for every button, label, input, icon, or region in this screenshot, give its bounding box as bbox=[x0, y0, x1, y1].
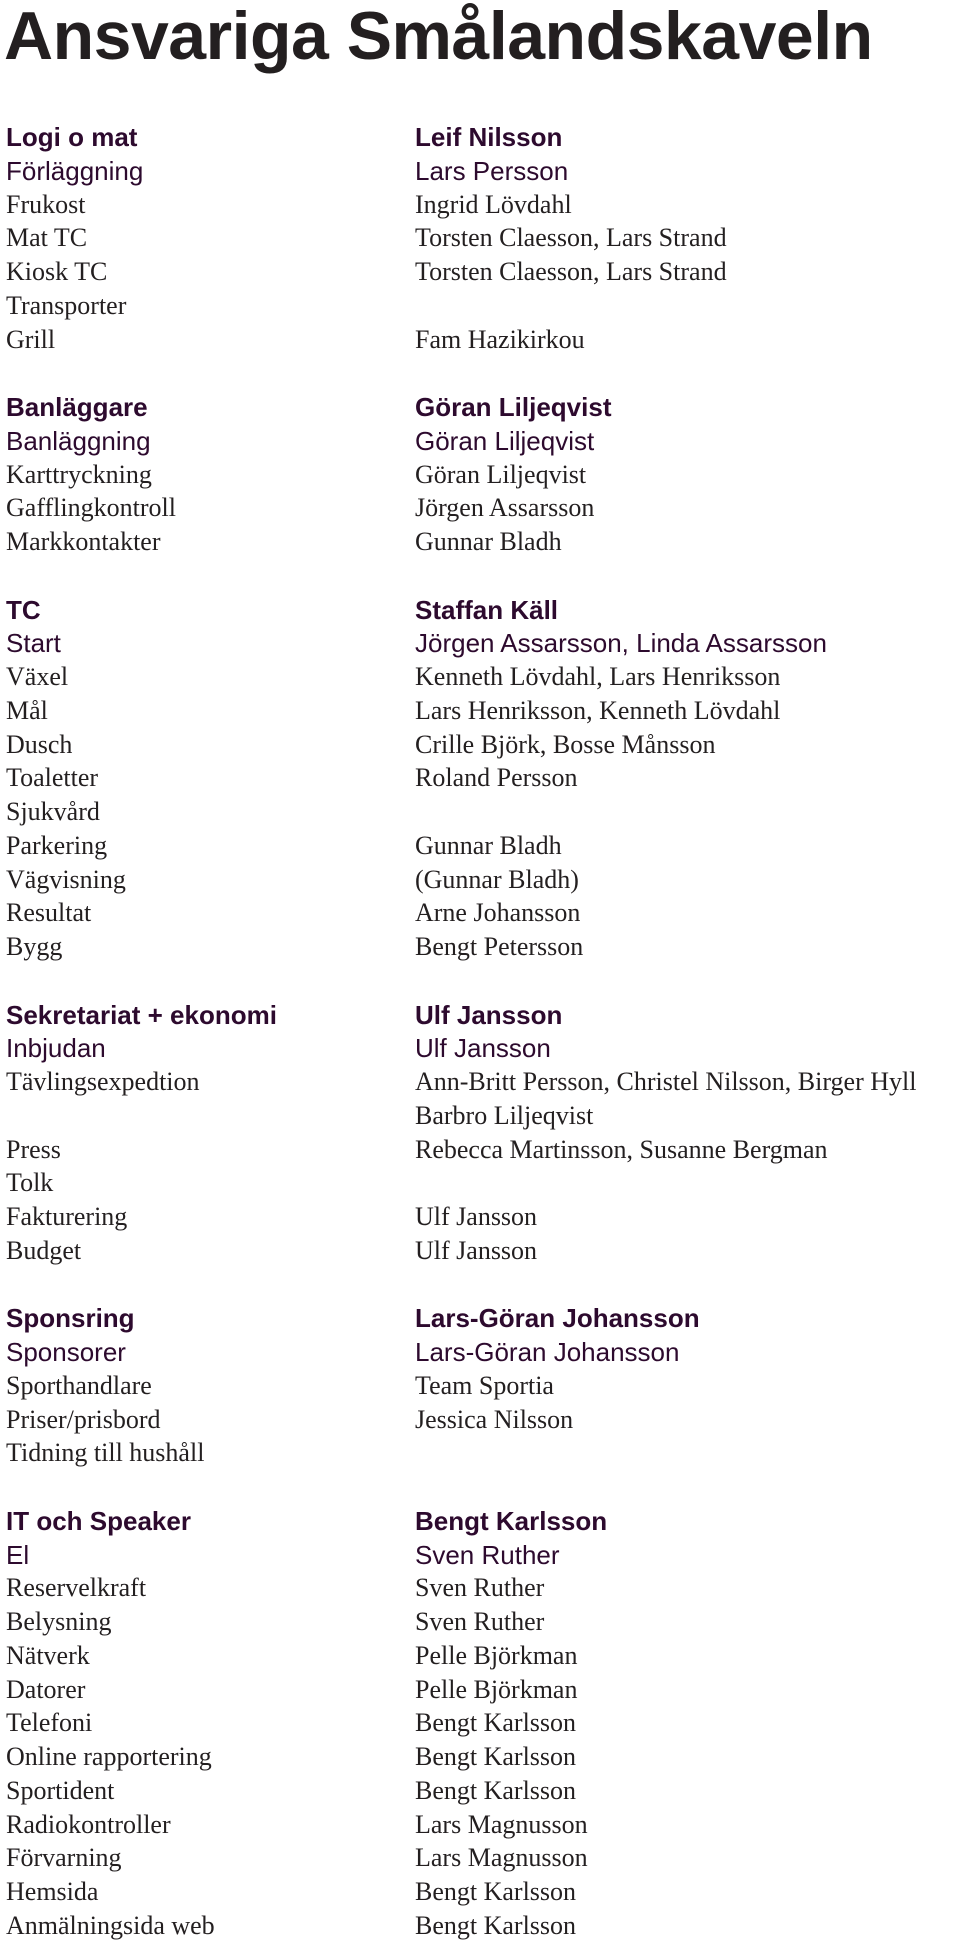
task-label: Budget bbox=[6, 1235, 82, 1265]
task-label: Förläggning bbox=[6, 155, 144, 186]
responsible-person: Rebecca Martinsson, Susanne Bergman bbox=[415, 1134, 828, 1164]
section-lead: Ulf Jansson bbox=[415, 999, 563, 1030]
responsible-person: Kenneth Lövdahl, Lars Henriksson bbox=[415, 662, 781, 691]
responsible-person: Torsten Claesson, Lars Strand bbox=[415, 223, 727, 253]
responsible-person: (Gunnar Bladh) bbox=[415, 864, 579, 894]
task-label: Tidning till hushåll bbox=[6, 1438, 205, 1468]
task-row bbox=[0, 1099, 960, 1133]
task-label: Växel bbox=[6, 662, 69, 691]
task-row bbox=[0, 660, 960, 694]
page-title: Ansvariga Smålandskaveln bbox=[4, 0, 873, 74]
task-label: Banläggning bbox=[6, 425, 151, 456]
responsible-person: Bengt Karlsson bbox=[415, 1910, 577, 1940]
task-row bbox=[0, 221, 960, 255]
task-label: Priser/prisbord bbox=[6, 1404, 161, 1434]
task-label: El bbox=[6, 1539, 30, 1570]
task-label: Frukost bbox=[6, 189, 86, 219]
section-lead: Bengt Karlsson bbox=[415, 1505, 608, 1536]
section-subheader-row bbox=[0, 1538, 960, 1572]
task-row bbox=[0, 1639, 960, 1673]
section-title: Sekretariat + ekonomi bbox=[6, 999, 277, 1030]
task-row bbox=[0, 1875, 960, 1909]
section-header-row bbox=[0, 593, 960, 627]
section-header-row bbox=[0, 1301, 960, 1335]
task-label: Fakturering bbox=[6, 1202, 128, 1231]
responsible-person: Roland Persson bbox=[415, 763, 578, 793]
section-lead: Leif Nilsson bbox=[415, 122, 563, 152]
task-row bbox=[0, 1774, 960, 1808]
responsible-person: Sven Ruther bbox=[415, 1573, 545, 1603]
task-label: Tolk bbox=[6, 1168, 54, 1198]
responsible-person: Pelle Björkman bbox=[415, 1674, 578, 1704]
task-row bbox=[0, 1605, 960, 1639]
task-label: Sporthandlare bbox=[6, 1370, 152, 1400]
task-label: Vägvisning bbox=[6, 864, 126, 894]
task-label: Press bbox=[6, 1134, 61, 1164]
responsible-person: Ulf Jansson bbox=[415, 1033, 551, 1064]
task-row bbox=[0, 458, 960, 492]
task-row bbox=[0, 1369, 960, 1403]
task-label: Belysning bbox=[6, 1607, 112, 1636]
task-row bbox=[0, 289, 960, 323]
section-subheader-row bbox=[0, 154, 960, 188]
task-label: Gafflingkontroll bbox=[6, 493, 176, 523]
task-row bbox=[0, 1841, 960, 1875]
section-header-row bbox=[0, 1504, 960, 1538]
responsible-person: Lars Henriksson, Kenneth Lövdahl bbox=[415, 695, 781, 725]
task-row bbox=[0, 1909, 960, 1943]
section-lead: Staffan Käll bbox=[415, 594, 559, 625]
responsible-person: Crille Björk, Bosse Månsson bbox=[415, 729, 716, 759]
task-row bbox=[0, 1166, 960, 1200]
task-row bbox=[0, 863, 960, 897]
task-label: Förvarning bbox=[6, 1843, 122, 1873]
task-row bbox=[0, 323, 960, 357]
section-lead: Göran Liljeqvist bbox=[415, 392, 612, 422]
responsible-person: Gunnar Bladh bbox=[415, 830, 562, 860]
task-label: Radiokontroller bbox=[6, 1809, 171, 1839]
task-label: Toaletter bbox=[6, 763, 99, 793]
task-row bbox=[0, 761, 960, 795]
task-label: Mål bbox=[6, 695, 48, 725]
spacer-row bbox=[0, 1268, 960, 1302]
task-label: Online rapportering bbox=[6, 1742, 212, 1771]
task-row bbox=[0, 491, 960, 525]
task-label: Sjukvård bbox=[6, 797, 100, 826]
section-title: Logi o mat bbox=[6, 122, 138, 152]
task-label: Reservelkraft bbox=[6, 1573, 147, 1603]
task-row bbox=[0, 188, 960, 222]
section-title: TC bbox=[6, 594, 41, 625]
task-row bbox=[0, 1133, 960, 1167]
responsible-person: Jörgen Assarsson bbox=[415, 493, 595, 523]
task-label: Sportident bbox=[6, 1775, 115, 1805]
section-title: IT och Speaker bbox=[6, 1505, 191, 1536]
task-row bbox=[0, 1706, 960, 1740]
task-row bbox=[0, 896, 960, 930]
spacer-row bbox=[0, 559, 960, 593]
task-label: Datorer bbox=[6, 1674, 86, 1704]
section-subheader-row bbox=[0, 1031, 960, 1065]
task-row bbox=[0, 1673, 960, 1707]
task-label: Markkontakter bbox=[6, 527, 161, 556]
responsible-person: Göran Liljeqvist bbox=[415, 459, 587, 489]
responsible-person: Team Sportia bbox=[415, 1370, 554, 1400]
task-row bbox=[0, 1403, 960, 1437]
task-row bbox=[0, 1740, 960, 1774]
task-label: Transporter bbox=[6, 290, 127, 320]
responsible-person: Sven Ruther bbox=[415, 1539, 560, 1570]
task-label: Inbjudan bbox=[6, 1033, 106, 1064]
responsible-person: Torsten Claesson, Lars Strand bbox=[415, 257, 727, 286]
section-subheader-row bbox=[0, 424, 960, 458]
section-header-row bbox=[0, 998, 960, 1032]
responsible-person: Bengt Petersson bbox=[415, 932, 584, 961]
responsible-person: Fam Hazikirkou bbox=[415, 324, 585, 354]
section-title: Sponsring bbox=[6, 1303, 135, 1334]
task-label: Grill bbox=[6, 324, 56, 354]
responsible-person: Sven Ruther bbox=[415, 1607, 545, 1636]
section-title: Banläggare bbox=[6, 392, 148, 422]
task-label: Start bbox=[6, 628, 61, 659]
task-label: Sponsorer bbox=[6, 1337, 126, 1367]
task-row bbox=[0, 694, 960, 728]
responsible-person: Lars Magnusson bbox=[415, 1809, 588, 1839]
section-subheader-row bbox=[0, 626, 960, 660]
task-label: Resultat bbox=[6, 898, 92, 928]
task-row bbox=[0, 930, 960, 964]
task-label: Telefoni bbox=[6, 1708, 93, 1738]
task-label: Tävlingsexpedtion bbox=[6, 1067, 200, 1096]
task-row bbox=[0, 728, 960, 762]
responsible-person: Lars Persson bbox=[415, 155, 569, 186]
responsible-person: Arne Johansson bbox=[415, 898, 581, 928]
responsible-person: Gunnar Bladh bbox=[415, 527, 562, 556]
task-label: Mat TC bbox=[6, 223, 88, 253]
task-row bbox=[0, 795, 960, 829]
task-label: Kiosk TC bbox=[6, 257, 108, 286]
task-label: Dusch bbox=[6, 729, 73, 759]
responsible-person: Jörgen Assarsson, Linda Assarsson bbox=[415, 628, 827, 659]
task-label: Karttryckning bbox=[6, 459, 152, 489]
responsible-person: Bengt Karlsson bbox=[415, 1877, 577, 1906]
responsible-person: Ingrid Lövdahl bbox=[415, 189, 572, 219]
task-row bbox=[0, 1234, 960, 1268]
task-label: Bygg bbox=[6, 932, 63, 961]
section-lead: Lars-Göran Johansson bbox=[415, 1303, 700, 1334]
spacer-row bbox=[0, 1470, 960, 1504]
responsible-person: Ulf Jansson bbox=[415, 1202, 538, 1231]
responsible-person: Göran Liljeqvist bbox=[415, 425, 595, 456]
task-label: Anmälningsida web bbox=[6, 1910, 215, 1940]
task-row bbox=[0, 1808, 960, 1842]
responsible-person: Lars Magnusson bbox=[415, 1843, 588, 1873]
responsible-person: Jessica Nilsson bbox=[415, 1404, 574, 1434]
task-row bbox=[0, 1200, 960, 1234]
task-row bbox=[0, 525, 960, 559]
task-label: Nätverk bbox=[6, 1640, 90, 1670]
task-label: Parkering bbox=[6, 830, 108, 860]
task-row bbox=[0, 255, 960, 289]
task-row bbox=[0, 1065, 960, 1099]
responsible-person: Ulf Jansson bbox=[415, 1235, 538, 1265]
section-header-row bbox=[0, 120, 960, 154]
responsible-person: Pelle Björkman bbox=[415, 1640, 578, 1670]
task-label: Hemsida bbox=[6, 1877, 99, 1906]
section-header-row bbox=[0, 390, 960, 424]
responsible-person: Barbro Liljeqvist bbox=[415, 1100, 594, 1130]
task-row bbox=[0, 1436, 960, 1470]
task-row bbox=[0, 829, 960, 863]
section-subheader-row bbox=[0, 1335, 960, 1369]
spacer-row bbox=[0, 964, 960, 998]
responsible-person: Bengt Karlsson bbox=[415, 1742, 577, 1771]
responsible-person: Bengt Karlsson bbox=[415, 1775, 577, 1805]
task-row bbox=[0, 1571, 960, 1605]
spacer-row bbox=[0, 356, 960, 390]
responsible-person: Bengt Karlsson bbox=[415, 1708, 577, 1738]
responsible-person: Ann-Britt Persson, Christel Nilsson, Birger Hyll bbox=[415, 1067, 917, 1096]
responsible-person: Lars-Göran Johansson bbox=[415, 1337, 680, 1367]
